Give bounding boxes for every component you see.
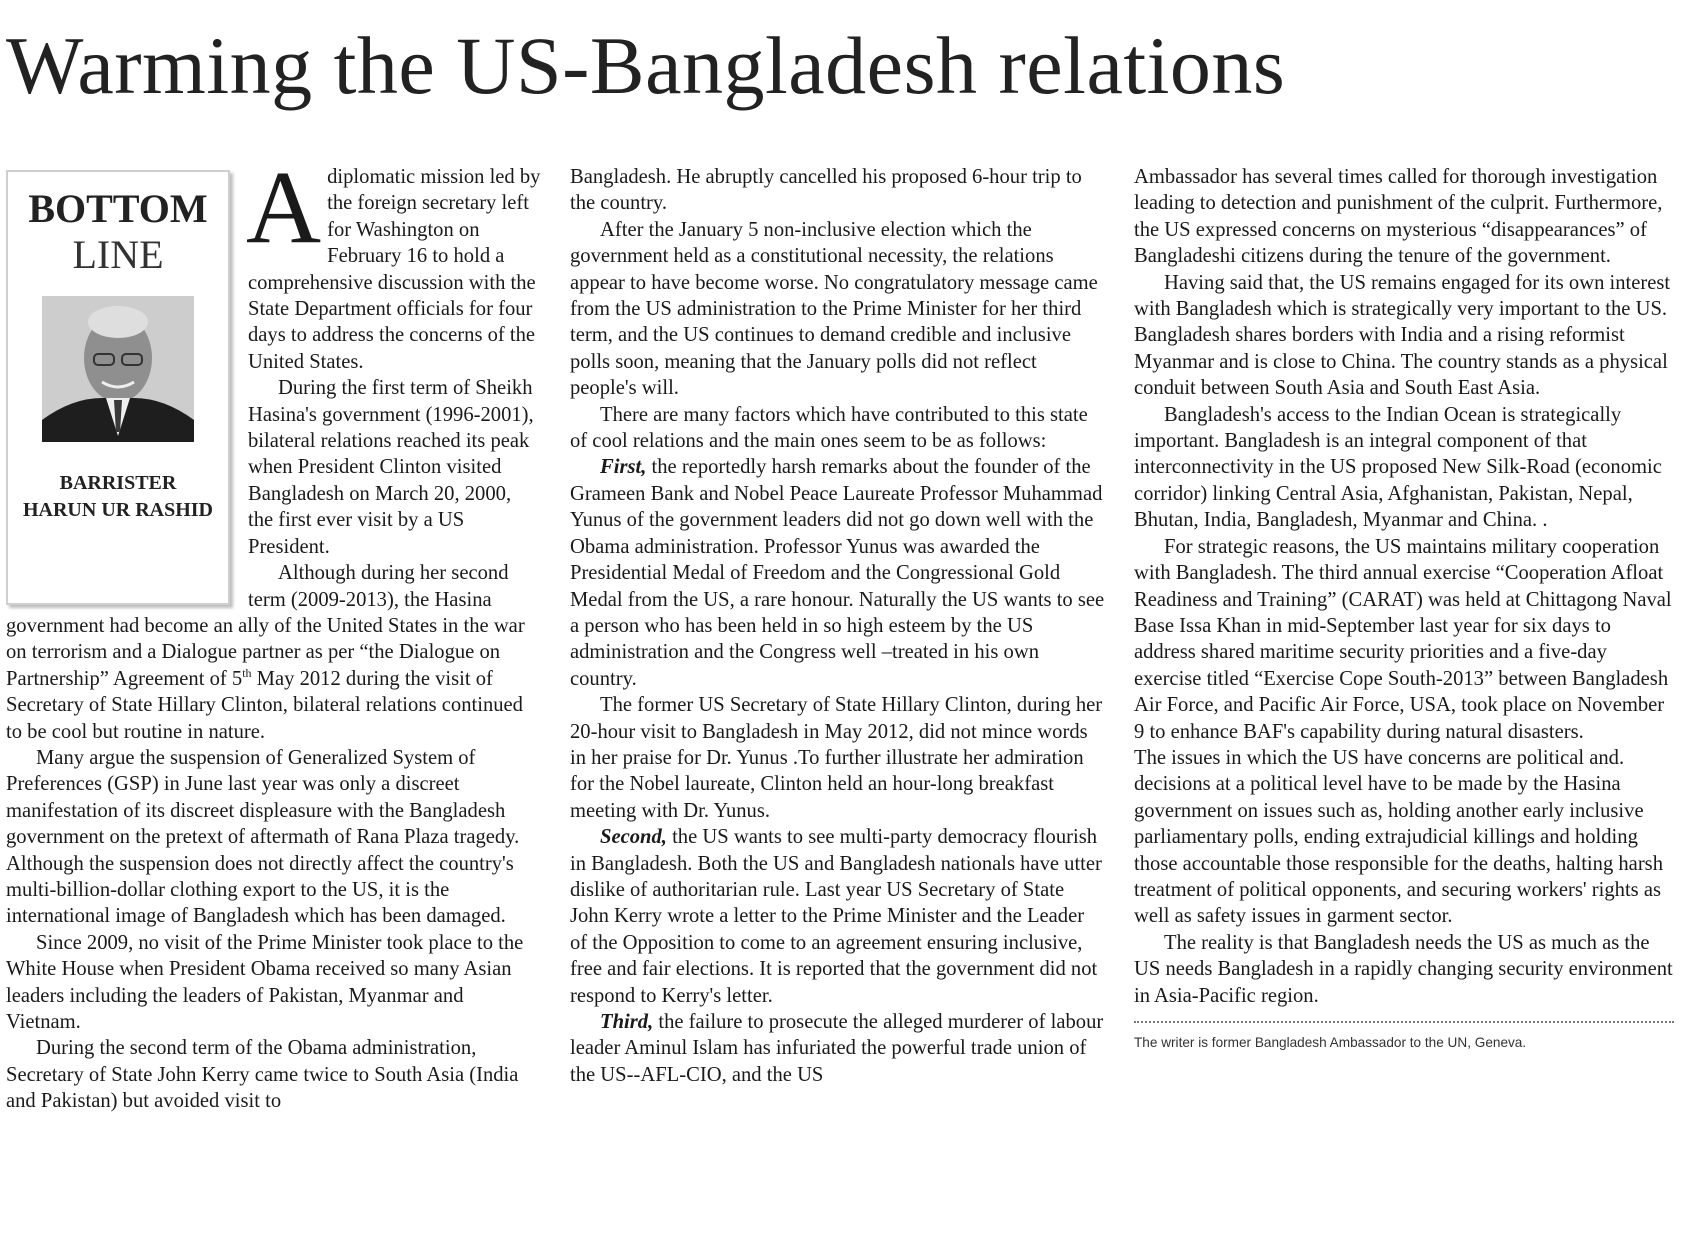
paragraph xyxy=(570,1009,1105,1088)
paragraph: Ambassador has several times called for thorough investigation leading to detection and punishment of the culprit. Furthermore, the US expressed concerns on mysterious “disappearances” of Bangladeshi citizens during the tenure of the government. xyxy=(1134,166,1663,268)
paragraph-text: the US wants to see multi-party democracy flourish in Bangladesh. Both the US and Bangladesh nationals have utter dislike of authoritarian rule. Last year US Secretary of State John Kerry wrote a letter to the Prime Minister and the Leader of the Opposition to come to an agreement ensuring inclusive, free and fair elections. It is reported that the government did not respond to Kerry's letter. xyxy=(570,826,1102,1007)
column-label-line2: LINE xyxy=(72,232,164,277)
article-column-1 xyxy=(6,150,541,1115)
paragraph: Having said that, the US remains engaged for its own interest with Bangladesh which is strategically very important to the US. Bangladesh shares borders with India and a rising reformist Myanmar and is close to China. The country stands as a physical conduit between South Asia and South East Asia. xyxy=(1134,271,1671,400)
paragraph-text: diplomatic mission led by the foreign secretary left for Washington on February 16 to hold a comprehensive discussion with the State Department officials for four days to address the concerns of the United States. xyxy=(248,166,541,373)
paragraph xyxy=(570,454,1105,692)
paragraph xyxy=(570,824,1105,1009)
paragraph: There are many factors which have contributed to this state of cool relations and the main ones seem to be as follows: xyxy=(570,403,1088,453)
paragraph: Many argue the suspension of Generalized System of Preferences (GSP) in June last year was only a discreet manifestation of its discreet displeasure with the Bangladesh government on the pretext of aftermath of Rana Plaza tragedy. Although the suspension does not directly affect the country's multi-billion-dollar clothing export to the US, it is the international image of Bangladesh which has been damaged. xyxy=(6,746,520,928)
paragraph: After the January 5 non-inclusive election which the government held as a constitutional necessity, the relations appear to have become worse. No congratulatory message came from the US administration to the Prime Minister for her third term, and the US continues to demand credible and inclusive polls soon, meaning that the January polls did not reflect people's will. xyxy=(570,218,1098,400)
paragraph: Since 2009, no visit of the Prime Minister took place to the White House when President Obama received so many Asian leaders including the leaders of Pakistan, Myanmar and Vietnam. xyxy=(6,931,524,1033)
point-lead: Second, xyxy=(600,826,667,849)
paragraph: Bangladesh. He abruptly cancelled his proposed 6-hour trip to the country. xyxy=(570,166,1082,215)
article-column-3 xyxy=(1134,164,1674,1053)
byline-box xyxy=(6,170,230,605)
paragraph: Bangladesh's access to the Indian Ocean is strategically important. Bangladesh is an integral component of that interconnectivity in the US proposed New Silk-Road (economic corridor) linking Central Asia, Afghanistan, Pakistan, Nepal, Bhutan, India, Bangladesh, Myanmar and China. . xyxy=(1134,403,1662,532)
author-name-line2: HARUN UR RASHID xyxy=(22,499,213,521)
paragraph: The reality is that Bangladesh needs the US as much as the US needs Bangladesh in a rapidly changing security environment in Asia-Pacific region. xyxy=(1134,931,1673,1007)
paragraph: For strategic reasons, the US maintains military cooperation with Bangladesh. The third annual exercise “Cooperation Afloat Readiness and Training” (CARAT) was held at Chittagong Naval Base Issa Khan in mid-September last year for six days to address shared maritime security priorities and a five-day exercise titled “Exercise Cope South-2013” between Bangladesh Air Force, and Pacific Air Force, USA, took place on November 9 to enhance BAF's capability during natural disasters. xyxy=(1134,535,1672,743)
dotted-divider xyxy=(1134,1021,1674,1023)
article-column-2 xyxy=(570,164,1105,1088)
author-portrait xyxy=(42,296,194,442)
paragraph-text: Although during her second term (2009-2013), the Hasina government had become an ally of the United States in the war on terrorism and a Dialogue partner as per “the Dialogue on Partnership” Agreement of 5 xyxy=(6,562,525,690)
point-lead: First, xyxy=(600,456,647,479)
author-photo xyxy=(42,296,194,442)
author-name-line1: BARRISTER xyxy=(59,472,177,494)
paragraph: The issues in which the US have concerns are political and. decisions at a political level have to be made by the Hasina government on issues such as, holding another early inclusive parliamentary polls, ending extrajudicial killings and holding those accountable those responsible for the deaths, halting harsh treatment of political opponents, and securing workers' rights as well as safety issues in garment sector. xyxy=(1134,746,1663,928)
drop-cap: A xyxy=(246,150,322,265)
author-name xyxy=(8,470,228,524)
point-lead: Third, xyxy=(600,1011,654,1033)
column-label-line1: BOTTOM xyxy=(28,186,208,231)
headline: Warming the US-Bangladesh relations xyxy=(6,20,1286,111)
paragraph: During the second term of the Obama administration, Secretary of State John Kerry came twice to South Asia (India and Pakistan) but avoided visit to xyxy=(6,1037,519,1113)
paragraph: The former US Secretary of State Hillary Clinton, during her 20-hour visit to Bangladesh in May 2012, did not mince words in her praise for Dr. Yunus .To further illustrate her admiration for the Nobel laureate, Clinton held an hour-long breakfast meeting with Dr. Yunus. xyxy=(570,694,1103,822)
author-footnote: The writer is former Bangladesh Ambassador to the UN, Geneva. xyxy=(1134,1035,1527,1050)
paragraph-text: May 2012 during the visit of Secretary of State Hillary Clinton, bilateral relations continued to be cool but routine in nature. xyxy=(6,667,523,743)
column-label xyxy=(8,186,228,278)
paragraph: During the first term of Sheikh Hasina's government (1996-2001), bilateral relations reached its peak when President Clinton visited Bangladesh on March 20, 2000, the first ever visit by a US President. xyxy=(248,377,534,558)
paragraph-text: the reportedly harsh remarks about the founder of the Grameen Bank and Nobel Peace Laureate Professor Muhammad Yunus of the government leaders did not go down well with the Obama administration. Professor Yunus was awarded the Presidential Medal of Freedom and the Congressional Gold Medal from the US, a rare honour. Naturally the US wants to see a person who has been held in so high esteem by the US administration and the Congress well –treated in his own country. xyxy=(570,456,1105,690)
superscript: th xyxy=(242,665,252,680)
paragraph-text: the failure to prosecute the alleged murderer of labour leader Aminul Islam has infuriated the powerful trade union of the US--AFL-CIO, and the US xyxy=(570,1011,1104,1086)
